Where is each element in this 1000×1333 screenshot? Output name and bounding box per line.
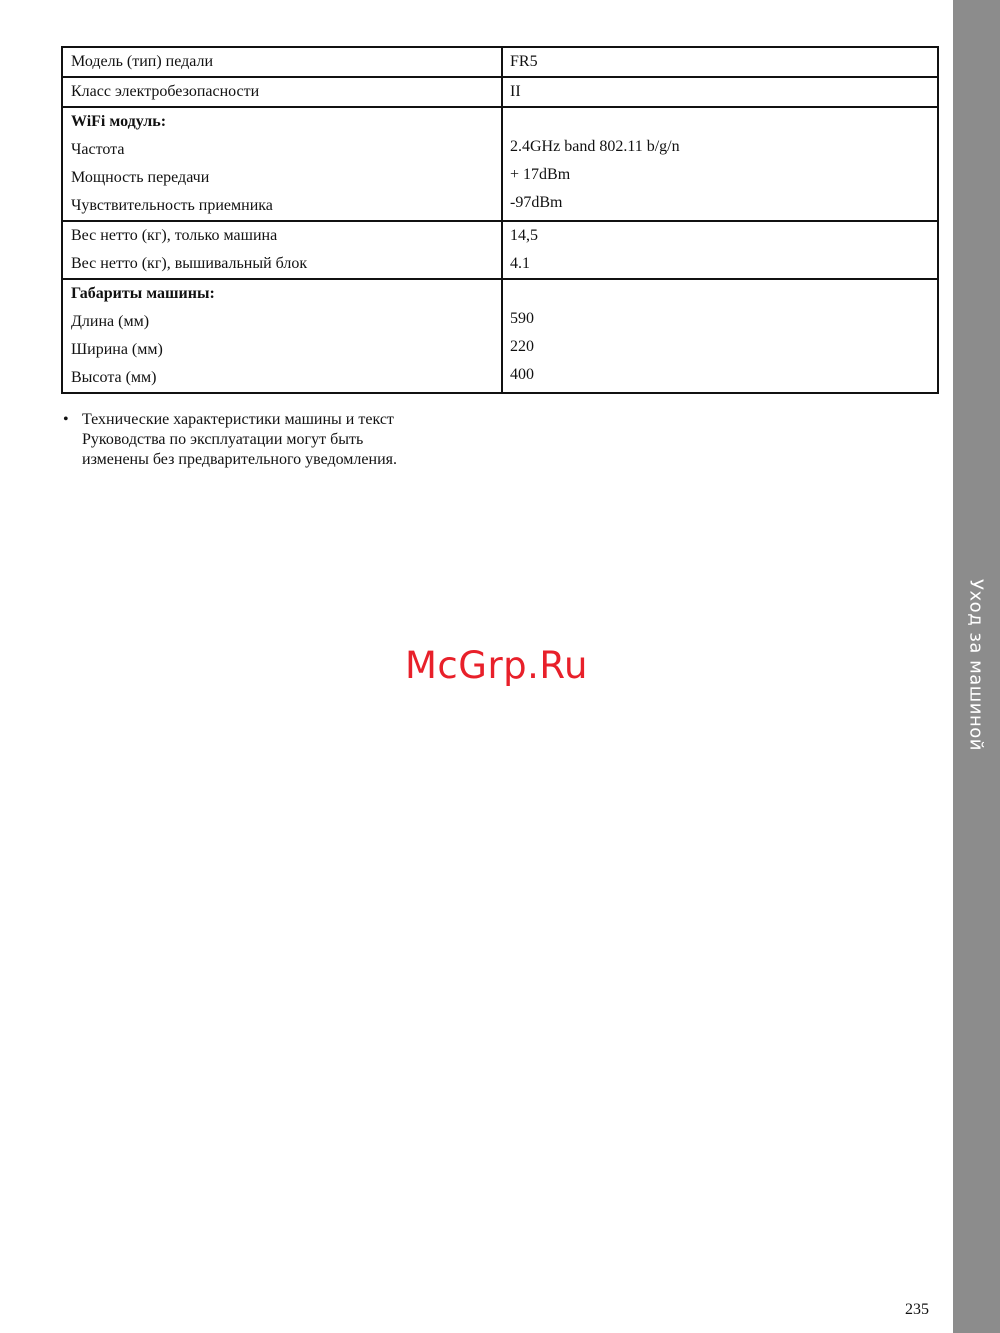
spec-label: Ширина (мм) xyxy=(71,341,163,358)
spec-label: Чувствительность приемника xyxy=(71,197,273,214)
side-section-label: Уход за машиной xyxy=(965,579,987,751)
specifications-note xyxy=(63,410,483,470)
watermark: McGrp.Ru xyxy=(405,644,588,687)
table-row xyxy=(62,279,938,393)
spec-value: 590 xyxy=(510,310,534,327)
dimension-values xyxy=(510,277,929,389)
spec-value: 220 xyxy=(510,338,534,355)
spec-value: 400 xyxy=(510,366,534,383)
note-line: Руководства по эксплуатации могут быть xyxy=(82,431,364,448)
spec-value-cell xyxy=(502,279,938,393)
dimensions-group-title: Габариты машины: xyxy=(71,285,215,302)
note-line: изменены без предварительного уведомления. xyxy=(82,451,397,468)
spec-label: Класс электробезопасности xyxy=(71,83,260,100)
spec-label: Высота (мм) xyxy=(71,369,157,386)
spec-value: FR5 xyxy=(510,53,538,70)
wifi-values xyxy=(510,105,929,217)
spec-value: 14,5 xyxy=(510,227,538,244)
spec-value: + 17dBm xyxy=(510,166,571,183)
spec-label-cell xyxy=(62,221,502,279)
bullet-icon: • xyxy=(63,411,69,428)
table-row xyxy=(62,77,938,107)
spec-value-cell xyxy=(502,107,938,221)
spec-value: 2.4GHz band 802.11 b/g/n xyxy=(510,138,680,155)
spec-label: Мощность передачи xyxy=(71,169,210,186)
spec-label: Частота xyxy=(71,141,125,158)
spec-value-cell xyxy=(502,47,938,77)
table-row xyxy=(62,221,938,279)
spec-value-cell xyxy=(502,221,938,279)
spec-label-cell xyxy=(62,107,502,221)
table-row xyxy=(62,47,938,77)
spec-label: Длина (мм) xyxy=(71,313,150,330)
spec-value: 4.1 xyxy=(510,255,530,272)
table-row xyxy=(62,107,938,221)
specifications-table xyxy=(61,46,939,394)
spec-label: Вес нетто (кг), только машина xyxy=(71,227,278,244)
spec-label-cell xyxy=(62,47,502,77)
spec-label: Вес нетто (кг), вышивальный блок xyxy=(71,255,308,272)
spec-value: -97dBm xyxy=(510,194,563,211)
note-line: Технические характеристики машины и текст xyxy=(82,411,394,428)
spec-label: Модель (тип) педали xyxy=(71,53,214,70)
spec-label-cell xyxy=(62,77,502,107)
spec-label-cell xyxy=(62,279,502,393)
note-text xyxy=(82,410,483,470)
wifi-group-title: WiFi модуль: xyxy=(71,113,167,130)
spec-value-cell xyxy=(502,77,938,107)
page-number: 235 xyxy=(905,1301,929,1318)
spec-value: II xyxy=(510,83,521,100)
